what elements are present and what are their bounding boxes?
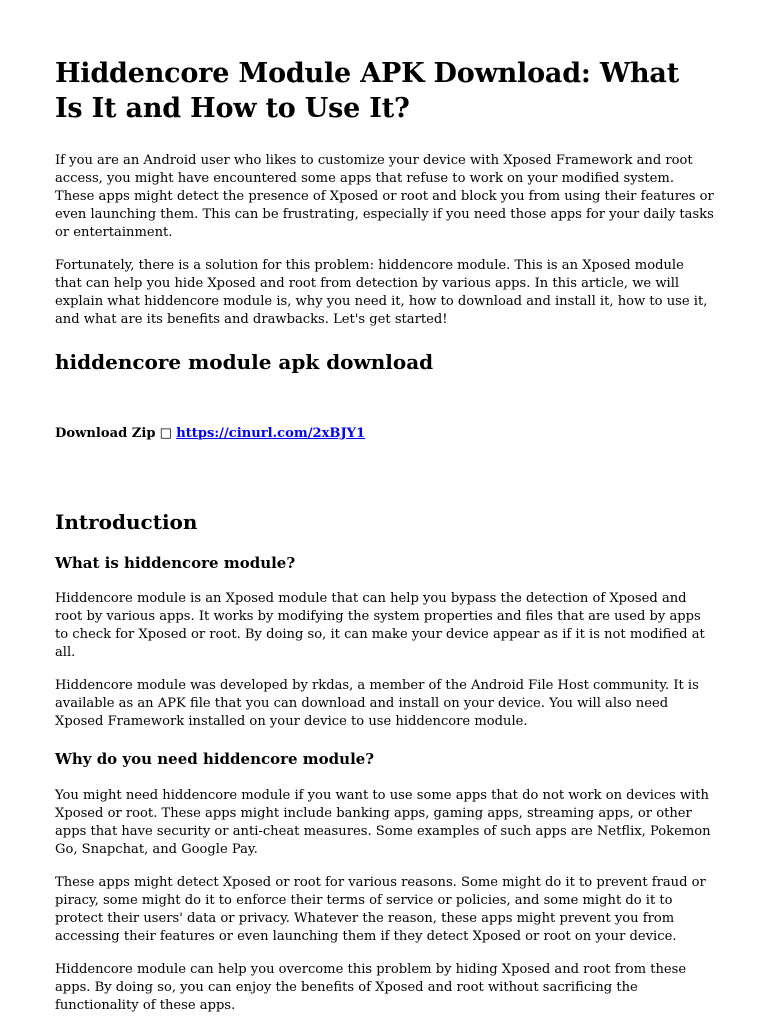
download-line	[55, 425, 714, 443]
download-arrow-icon: □	[159, 426, 173, 441]
why-paragraph-2: These apps might detect Xposed or root for various reasons. Some might do it to prevent fraud or piracy, some might do it to enforce their terms of service or policies, and some might do it to protect their users' data or privacy. Whatever the reason, these apps might prevent you from accessing their features or even launching them if they detect Xposed or root on your device.	[55, 875, 706, 944]
download-link[interactable]: https://cinurl.com/2xBJY1	[176, 426, 366, 441]
what-is-heading: What is hiddencore module?	[55, 554, 296, 572]
why-paragraph-3: Hiddencore module can help you overcome this problem by hiding Xposed and root from these apps. By doing so, you can enjoy the benefits of Xposed and root without sacrificing the functionality of these apps.	[55, 962, 687, 1013]
introduction-heading: Introduction	[55, 510, 198, 534]
what-paragraph-1: Hiddencore module is an Xposed module that can help you bypass the detection of Xposed and root by various apps. It works by modifying the system properties and files that are used by apps to check for Xposed or root. By doing so, it can make your device appear as if it is not modified at all.	[55, 591, 705, 660]
download-section-heading: hiddencore module apk download	[55, 350, 434, 374]
page-title: Hiddencore Module APK Download: What Is It and How to Use It?	[55, 58, 679, 124]
what-paragraph-2: Hiddencore module was developed by rkdas, a member of the Android File Host community. It is available as an APK file that you can download and install on your device. You will also need Xposed Framework installed on your device to use hiddencore module.	[55, 678, 699, 729]
intro-paragraph-2: Fortunately, there is a solution for this problem: hiddencore module. This is an Xposed module that can help you hide Xposed and root from detection by various apps. In this article, we will explain what hiddencore module is, why you need it, how to download and install it, how to use it, and what are its benefits and drawbacks. Let's get started!	[55, 258, 708, 327]
why-paragraph-1: You might need hiddencore module if you want to use some apps that do not work on devices with Xposed or root. These apps might include banking apps, gaming apps, streaming apps, or other apps that have security or anti-cheat measures. Some examples of such apps are Netflix, Pokemon Go, Snapchat, and Google Pay.	[55, 788, 711, 857]
download-label: Download Zip	[55, 426, 156, 441]
intro-paragraph-1: If you are an Android user who likes to customize your device with Xposed Framework and root access, you might have encountered some apps that refuse to work on your modified system. These apps might detect the presence of Xposed or root and block you from using their features or even launching them. This can be frustrating, especially if you need those apps for your daily tasks or entertainment.	[55, 153, 714, 240]
why-need-heading: Why do you need hiddencore module?	[55, 750, 375, 768]
